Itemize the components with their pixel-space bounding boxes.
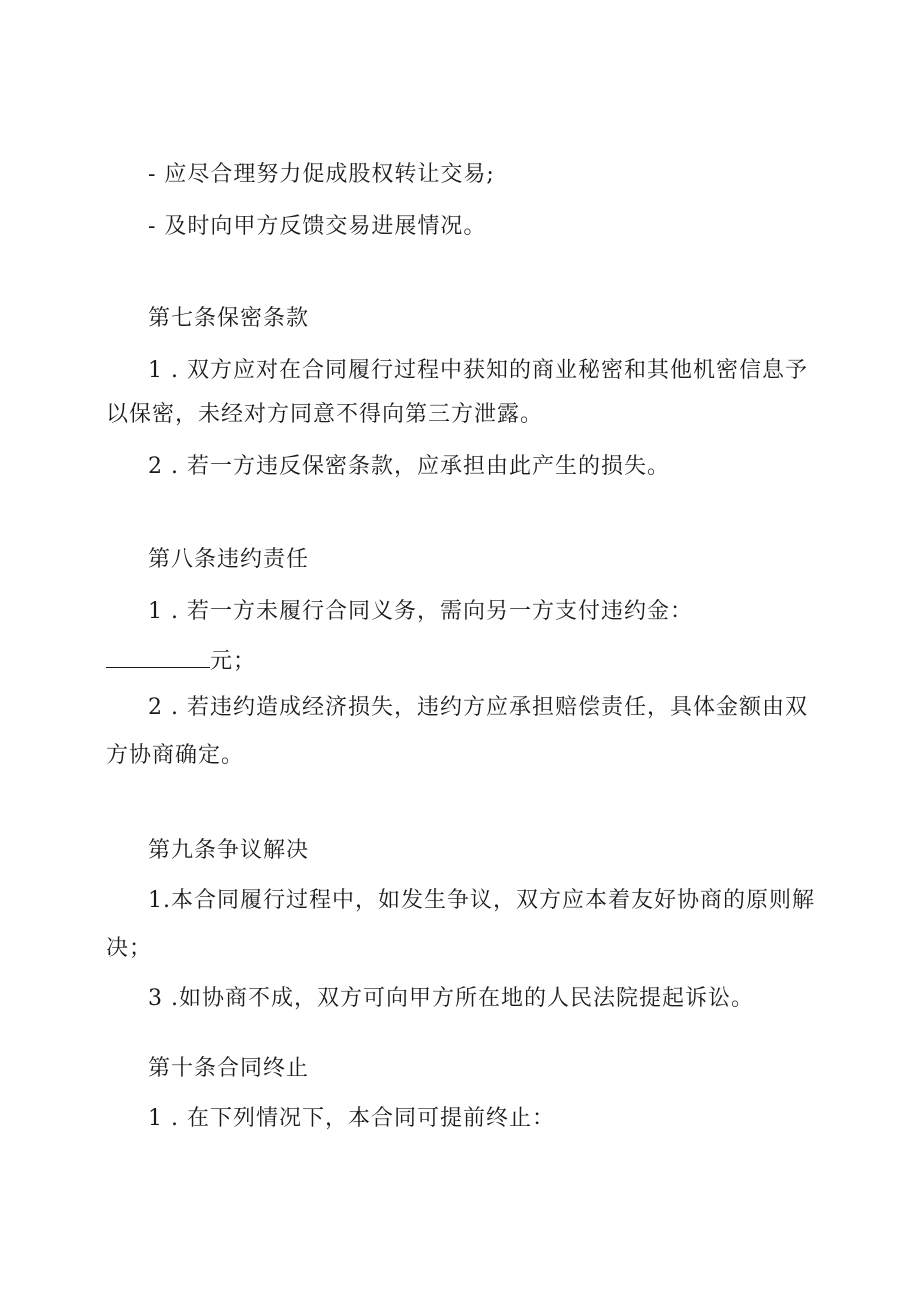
article-9-clause-1-cont: 决； <box>106 936 153 961</box>
obligation-item-1: - 应尽合理努力促成股权转让交易; <box>148 162 495 187</box>
article-7-clause-2: 2 . 若一方违反保密条款，应承担由此产生的损失。 <box>148 454 670 479</box>
currency-unit: 元； <box>210 649 257 674</box>
article-7-clause-1-cont: 以保密，未经对方同意不得向第三方泄露。 <box>106 402 544 427</box>
obligation-item-2: - 及时向甲方反馈交易进展情况。 <box>148 214 487 239</box>
article-8-heading: 第八条违约责任 <box>148 547 310 572</box>
penalty-amount-line <box>106 645 256 677</box>
article-8-clause-1: 1 . 若一方未履行合同义务，需向另一方支付违约金： <box>148 599 693 624</box>
article-7-clause-1: 1 . 双方应对在合同履行过程中获知的商业秘密和其他机密信息予 <box>148 358 808 383</box>
article-10-heading: 第十条合同终止 <box>148 1056 310 1081</box>
article-8-clause-2-cont: 方协商确定。 <box>106 743 245 768</box>
article-8-clause-2: 2 . 若违约造成经济损失，违约方应承担赔偿责任，具体金额由双 <box>148 695 808 720</box>
article-7-heading: 第七条保密条款 <box>148 306 310 331</box>
article-9-clause-1: 1.本合同履行过程中，如发生争议，双方应本着友好协商的原则解 <box>148 888 815 913</box>
penalty-amount-blank <box>106 645 210 668</box>
article-10-clause-1: 1 . 在下列情况下，本合同可提前终止： <box>148 1106 555 1131</box>
article-9-heading: 第九条争议解决 <box>148 838 310 863</box>
article-9-clause-3: 3 .如协商不成，双方可向甲方所在地的人民法院提起诉讼。 <box>148 986 754 1011</box>
